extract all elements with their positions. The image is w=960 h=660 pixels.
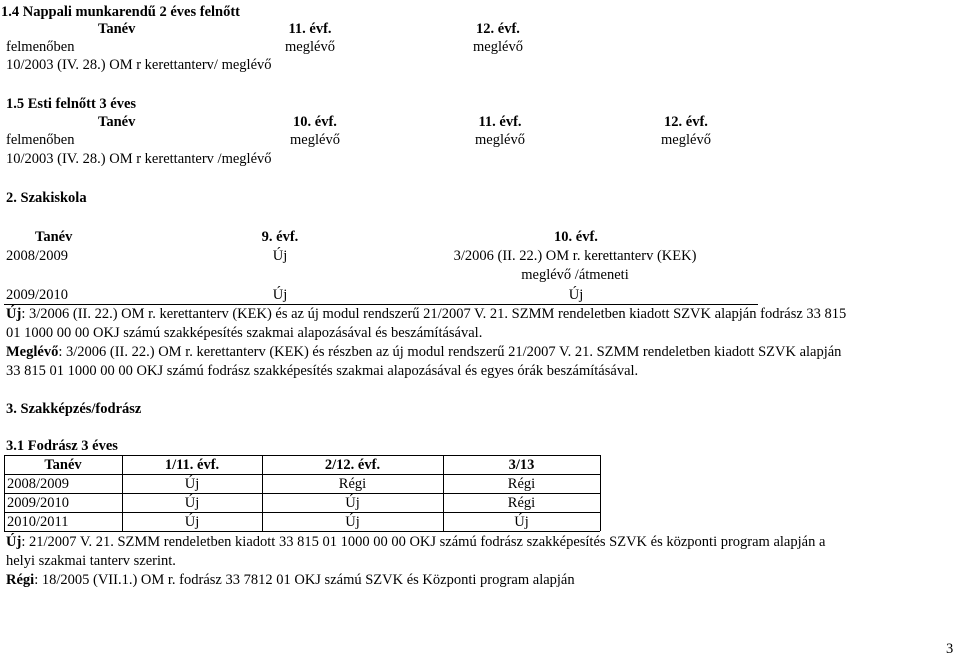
sec14-header-11: 11. évf. bbox=[288, 21, 332, 37]
sec14-header-tanev: Tanév bbox=[98, 21, 136, 37]
sec3-para1-line1 bbox=[6, 535, 825, 550]
sec15-cell-10: meglévő bbox=[290, 132, 340, 148]
table-header-1-11: 1/11. évf. bbox=[164, 457, 220, 473]
section-3-1-heading: 3.1 Fodrász 3 éves bbox=[6, 438, 118, 454]
sec2-para1-label: Új bbox=[6, 306, 22, 322]
sec3-para2-text: : 18/2005 (VII.1.) OM r. fodrász 33 7812 01 OKJ számú SZVK és Központi program alapján bbox=[34, 572, 575, 588]
sec15-header-tanev: Tanév bbox=[98, 114, 136, 130]
sec2-para2-line2: 33 815 01 1000 00 00 OKJ számú fodrász szakképesítés szakmai alapozásával és egyes órák beszámításával. bbox=[6, 363, 639, 379]
table-bottom-border bbox=[4, 531, 600, 532]
table-cell: Új bbox=[184, 476, 200, 492]
table-cell: Új bbox=[184, 495, 200, 511]
sec14-cell-11: meglévő bbox=[285, 39, 335, 55]
section-3-heading: 3. Szakképzés/fodrász bbox=[6, 401, 142, 417]
table-cell: Régi bbox=[338, 476, 367, 492]
sec2-header-tanev: Tanév bbox=[35, 229, 73, 245]
table-header-tanev: Tanév bbox=[44, 457, 82, 473]
sec3-para2-line1 bbox=[6, 573, 575, 588]
sec15-header-10: 10. évf. bbox=[293, 114, 337, 130]
sec15-row-label: felmenőben bbox=[6, 132, 75, 148]
sec15-cell-11: meglévő bbox=[475, 132, 525, 148]
sec15-note: 10/2003 (IV. 28.) OM r kerettanterv /meglévő bbox=[6, 151, 272, 167]
table-col-border bbox=[600, 455, 601, 531]
sec2-para2-line1 bbox=[6, 345, 841, 360]
sec2-para1-text: : 3/2006 (II. 22.) OM r. kerettanterv (KEK) és az új modul rendszerű 21/2007 V. 21. SZMM rendeletben kiadott SZVK alapján fodrász 33 815 bbox=[21, 306, 847, 322]
table-row-border bbox=[4, 493, 600, 494]
sec14-header-12: 12. évf. bbox=[476, 21, 520, 37]
sec2-para2-label: Meglévő bbox=[6, 344, 59, 360]
sec15-header-11: 11. évf. bbox=[478, 114, 522, 130]
table-cell-year: 2009/2010 bbox=[7, 495, 70, 511]
sec2-row2-year: 2009/2010 bbox=[6, 287, 69, 303]
sec14-row-label: felmenőben bbox=[6, 39, 75, 55]
sec2-row1-10: 3/2006 (II. 22.) OM r. kerettanterv (KEK) bbox=[453, 248, 697, 264]
table-cell: Új bbox=[514, 514, 529, 530]
table-row-border bbox=[4, 512, 600, 513]
section-1-4-heading: 1.4 Nappali munkarendű 2 éves felnőtt bbox=[1, 4, 241, 20]
sec15-cell-12: meglévő bbox=[661, 132, 711, 148]
sec2-table-rule bbox=[4, 304, 758, 305]
sec2-header-9: 9. évf. bbox=[261, 229, 299, 245]
sec2-header-10: 10. évf. bbox=[554, 229, 598, 245]
table-cell-year: 2010/2011 bbox=[7, 514, 69, 530]
table-top-border bbox=[4, 455, 600, 456]
table-cell: Régi bbox=[507, 495, 536, 511]
table-cell: Régi bbox=[507, 476, 536, 492]
sec2-para1-line2: 01 1000 00 00 OKJ számú szakképesítés szakmai alapozásával és beszámításával. bbox=[6, 325, 483, 341]
sec3-para2-label: Régi bbox=[6, 572, 35, 588]
sec14-note: 10/2003 (IV. 28.) OM r kerettanterv/ meglévő bbox=[6, 57, 272, 73]
sec2-row2-9: Új bbox=[272, 287, 288, 303]
table-cell: Új bbox=[345, 495, 360, 511]
table-cell-year: 2008/2009 bbox=[7, 476, 70, 492]
sec15-header-12: 12. évf. bbox=[664, 114, 708, 130]
section-1-5-heading: 1.5 Esti felnőtt 3 éves bbox=[6, 96, 137, 112]
table-header-2-12: 2/12. évf. bbox=[324, 457, 381, 473]
table-header-3-13: 3/13 bbox=[508, 457, 535, 473]
table-cell: Új bbox=[345, 514, 360, 530]
table-row-border bbox=[4, 474, 600, 475]
sec2-row2-10: Új bbox=[568, 287, 584, 303]
sec2-para1-line1 bbox=[6, 307, 846, 322]
sec14-cell-12: meglévő bbox=[473, 39, 523, 55]
section-2-heading: 2. Szakiskola bbox=[6, 190, 87, 206]
page-number: 3 bbox=[946, 641, 954, 657]
sec3-para1-text: : 21/2007 V. 21. SZMM rendeletben kiadott 33 815 01 1000 00 00 OKJ számú fodrász szakképesítés SZVK és központi program alapján a bbox=[21, 534, 826, 550]
sec2-para2-text: : 3/2006 (II. 22.) OM r. kerettanterv (KEK) és részben az új modul rendszerű 21/2007 V. 21. SZMM rendeletben kiadott SZVK alapján bbox=[58, 344, 842, 360]
table-cell: Új bbox=[184, 514, 200, 530]
sec3-para1-line2: helyi szakmai tanterv szerint. bbox=[6, 553, 176, 569]
sec2-row1-9: Új bbox=[272, 248, 288, 264]
sec3-para1-label: Új bbox=[6, 534, 22, 550]
sec2-row1-year: 2008/2009 bbox=[6, 248, 69, 264]
sec2-row1-10-line2: meglévő /átmeneti bbox=[521, 267, 629, 283]
